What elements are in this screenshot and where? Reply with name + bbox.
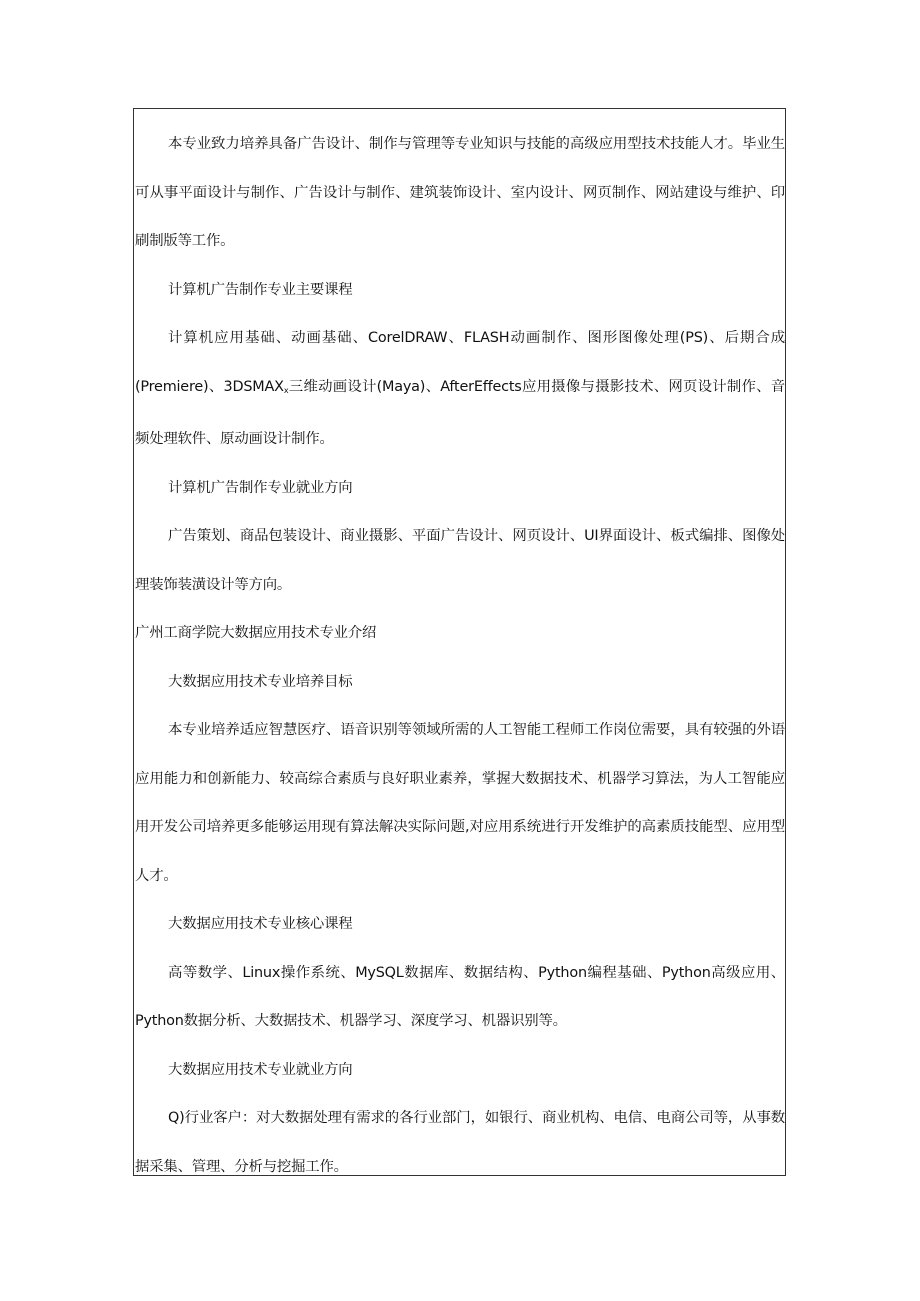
heading-bigdata-intro: 广州工商学院大数据应用技术专业介绍 — [135, 625, 377, 641]
paragraph-advertising-intro: 本专业致力培养具备广告设计、制作与管理等专业知识与技能的高级应用型技术技能人才。毕业生可从事平面设计与制作、广告设计与制作、建筑装饰设计、室内设计、网页制作、网站建设与维护、印刷制版等工作。 — [135, 136, 785, 249]
heading-bigdata-courses: 大数据应用技术专业核心课程 — [168, 916, 353, 932]
heading-bigdata-careers: 大数据应用技术专业就业方向 — [168, 1061, 353, 1078]
heading-advertising-courses: 计算机广告制作专业主要课程 — [168, 281, 353, 298]
courses-text-part-2: 三维动画设计(Maya)、AfterEffects应用摄像与摄影技术、网页设计制作、音频处理软件、原动画设计制作。 — [135, 378, 785, 447]
paragraph-advertising-careers: 广告策划、商品包装设计、商业摄影、平面广告设计、网页设计、UI界面设计、板式编排、图像处理装饰装潢设计等方向。 — [135, 528, 785, 593]
heading-bigdata-goals: 大数据应用技术专业培养目标 — [168, 673, 353, 690]
courses-subscript: x — [283, 385, 289, 395]
paragraph-bigdata-careers: Q)行业客户：对大数据处理有需求的各行业部门，如银行、商业机构、电信、电商公司等，从事数据采集、管理、分析与挖掘工作。 — [135, 1110, 785, 1175]
paragraph-bigdata-goals: 本专业培养适应智慧医疗、语音识别等领域所需的人工智能工程师工作岗位需要，具有较强的外语应用能力和创新能力、较高综合素质与良好职业素养，掌握大数据技术、机器学习算法，为人工智能应用开发公司培养更多能够运用现有算法解决实际问题,对应用系统进行开发维护的高素质技能型、应用型人才。 — [135, 722, 785, 884]
heading-advertising-careers: 计算机广告制作专业就业方向 — [168, 479, 353, 496]
document-body — [135, 120, 785, 1191]
paragraph-advertising-courses — [135, 314, 785, 464]
courses-text-part-1: 计算机应用基础、动画基础、CorelDRAW、FLASH动画制作、图形图像处理(PS)、后期合成(Premiere)、3DSMAX — [135, 330, 785, 395]
paragraph-bigdata-courses: 高等数学、Linux操作系统、MySQL数据库、数据结构、Python编程基础、Python高级应用、Python数据分析、大数据技术、机器学习、深度学习、机器识别等。 — [135, 964, 785, 1029]
